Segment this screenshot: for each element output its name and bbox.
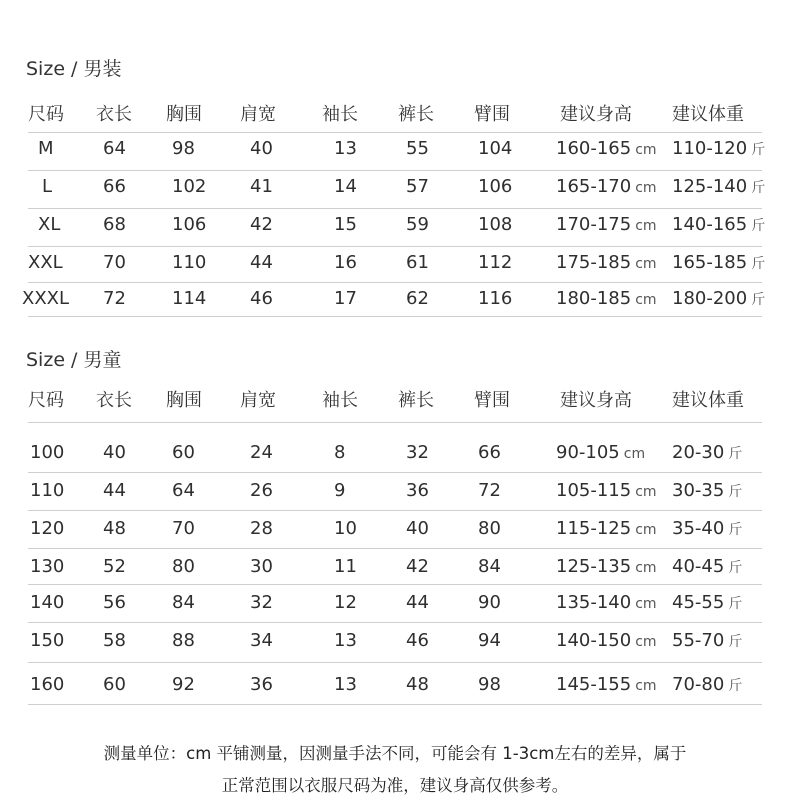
kids-cell-r3-c0: 130 [30,556,65,577]
kids-cell-r4-c8: 45-55 斤 [672,592,743,613]
men-cell-r3-c7: 175-185 cm [556,252,657,273]
men-cell-r1-c5: 57 [406,176,429,197]
men-cell-r2-c0: XL [38,214,61,235]
header-kids-1: 衣长 [96,390,132,411]
kids-cell-r1-c0: 110 [30,480,65,501]
kids-cell-r2-c2: 70 [172,518,195,539]
men-cell-r3-c8: 165-185 斤 [672,252,766,273]
men-cell-r0-c3: 40 [250,138,273,159]
kids-cell-r6-c7: 145-155 cm [556,674,657,695]
men-cell-r1-c0: L [42,176,53,197]
men-cell-r0-c7: 160-165 cm [556,138,657,159]
men-cell-r2-c1: 68 [103,214,126,235]
weight-unit: 斤 [751,218,766,234]
kids-cell-r0-c0: 100 [30,442,65,463]
row-divider [28,622,762,623]
men-cell-r1-c3: 41 [250,176,273,197]
kids-cell-r2-c1: 48 [103,518,126,539]
kids-cell-r5-c3: 34 [250,630,273,651]
kids-cell-r5-c7: 140-150 cm [556,630,657,651]
kids-cell-r5-c0: 150 [30,630,65,651]
height-unit: cm [635,256,657,272]
kids-cell-r4-c2: 84 [172,592,195,613]
kids-cell-r5-c1: 58 [103,630,126,651]
men-cell-r1-c8: 125-140 斤 [672,176,766,197]
header-men-0: 尺码 [28,104,64,125]
kids-cell-r2-c3: 28 [250,518,273,539]
header-men-5: 裤长 [398,104,434,125]
men-cell-r4-c8: 180-200 斤 [672,288,766,309]
kids-cell-r1-c3: 26 [250,480,273,501]
men-cell-r4-c4: 17 [334,288,357,309]
kids-title: Size / 男童 [26,349,122,371]
men-cell-r2-c4: 15 [334,214,357,235]
kids-cell-r0-c3: 24 [250,442,273,463]
weight-unit: 斤 [751,142,766,158]
kids-cell-r4-c0: 140 [30,592,65,613]
row-divider [28,132,762,133]
row-divider [28,472,762,473]
kids-cell-r1-c5: 36 [406,480,429,501]
kids-cell-r0-c7: 90-105 cm [556,442,646,463]
men-cell-r2-c6: 108 [478,214,513,235]
men-cell-r4-c6: 116 [478,288,513,309]
kids-cell-r2-c6: 80 [478,518,501,539]
men-cell-r1-c1: 66 [103,176,126,197]
men-cell-r3-c4: 16 [334,252,357,273]
header-kids-0: 尺码 [28,390,64,411]
kids-cell-r4-c3: 32 [250,592,273,613]
weight-unit: 斤 [751,292,766,308]
kids-cell-r2-c0: 120 [30,518,65,539]
weight-unit: 斤 [751,180,766,196]
header-men-6: 臂围 [474,104,510,125]
header-kids-7: 建议身高 [560,390,632,411]
kids-cell-r6-c5: 48 [406,674,429,695]
kids-cell-r6-c2: 92 [172,674,195,695]
men-cell-r0-c5: 55 [406,138,429,159]
header-men-4: 袖长 [322,104,358,125]
measurement-note-line2: 正常范围以衣服尺码为准，建议身高仅供参考。 [221,776,569,795]
header-kids-3: 肩宽 [240,390,276,411]
kids-cell-r3-c3: 30 [250,556,273,577]
men-cell-r3-c5: 61 [406,252,429,273]
men-cell-r3-c3: 44 [250,252,273,273]
header-kids-4: 袖长 [322,390,358,411]
kids-cell-r0-c1: 40 [103,442,126,463]
height-unit: cm [635,142,657,158]
men-cell-r2-c5: 59 [406,214,429,235]
kids-cell-r5-c2: 88 [172,630,195,651]
men-cell-r4-c1: 72 [103,288,126,309]
kids-cell-r3-c1: 52 [103,556,126,577]
kids-cell-r6-c0: 160 [30,674,65,695]
kids-cell-r6-c6: 98 [478,674,501,695]
men-cell-r1-c2: 102 [172,176,207,197]
kids-cell-r1-c1: 44 [103,480,126,501]
kids-cell-r5-c5: 46 [406,630,429,651]
height-unit: cm [635,180,657,196]
men-cell-r3-c2: 110 [172,252,207,273]
kids-cell-r0-c2: 60 [172,442,195,463]
men-cell-r2-c8: 140-165 斤 [672,214,766,235]
kids-cell-r4-c5: 44 [406,592,429,613]
kids-cell-r5-c8: 55-70 斤 [672,630,743,651]
men-cell-r3-c1: 70 [103,252,126,273]
kids-cell-r4-c1: 56 [103,592,126,613]
kids-cell-r6-c3: 36 [250,674,273,695]
kids-cell-r1-c7: 105-115 cm [556,480,657,501]
header-kids-2: 胸围 [166,390,202,411]
kids-cell-r1-c4: 9 [334,480,346,501]
men-cell-r4-c7: 180-185 cm [556,288,657,309]
row-divider [28,282,762,283]
header-kids-5: 裤长 [398,390,434,411]
weight-unit: 斤 [728,596,743,612]
row-divider [28,548,762,549]
kids-cell-r5-c6: 94 [478,630,501,651]
height-unit: cm [635,634,657,650]
men-cell-r1-c4: 14 [334,176,357,197]
kids-cell-r3-c6: 84 [478,556,501,577]
men-cell-r0-c6: 104 [478,138,513,159]
kids-cell-r2-c4: 10 [334,518,357,539]
kids-cell-r0-c4: 8 [334,442,346,463]
men-cell-r2-c7: 170-175 cm [556,214,657,235]
men-cell-r3-c0: XXL [28,252,63,273]
weight-unit: 斤 [728,678,743,694]
height-unit: cm [635,678,657,694]
kids-cell-r0-c8: 20-30 斤 [672,442,743,463]
men-cell-r1-c7: 165-170 cm [556,176,657,197]
header-men-7: 建议身高 [560,104,632,125]
men-cell-r2-c3: 42 [250,214,273,235]
kids-cell-r6-c4: 13 [334,674,357,695]
header-men-2: 胸围 [166,104,202,125]
row-divider [28,584,762,585]
men-cell-r0-c2: 98 [172,138,195,159]
kids-cell-r5-c4: 13 [334,630,357,651]
kids-cell-r6-c1: 60 [103,674,126,695]
kids-cell-r1-c8: 30-35 斤 [672,480,743,501]
height-unit: cm [635,484,657,500]
header-kids-8: 建议体重 [672,390,744,411]
kids-cell-r1-c2: 64 [172,480,195,501]
weight-unit: 斤 [728,446,743,462]
kids-cell-r3-c7: 125-135 cm [556,556,657,577]
kids-cell-r0-c6: 66 [478,442,501,463]
men-cell-r4-c3: 46 [250,288,273,309]
kids-cell-r2-c5: 40 [406,518,429,539]
row-divider [28,422,762,423]
header-men-3: 肩宽 [240,104,276,125]
men-cell-r4-c0: XXXL [22,288,70,309]
header-kids-6: 臂围 [474,390,510,411]
row-divider [28,170,762,171]
weight-unit: 斤 [751,256,766,272]
row-divider [28,208,762,209]
kids-cell-r3-c5: 42 [406,556,429,577]
height-unit: cm [635,522,657,538]
weight-unit: 斤 [728,634,743,650]
kids-cell-r3-c8: 40-45 斤 [672,556,743,577]
weight-unit: 斤 [728,484,743,500]
men-cell-r2-c2: 106 [172,214,207,235]
row-divider [28,246,762,247]
weight-unit: 斤 [728,522,743,538]
row-divider [28,510,762,511]
kids-cell-r1-c6: 72 [478,480,501,501]
men-title: Size / 男装 [26,58,122,80]
height-unit: cm [635,292,657,308]
height-unit: cm [635,596,657,612]
height-unit: cm [635,218,657,234]
header-men-1: 衣长 [96,104,132,125]
kids-cell-r6-c8: 70-80 斤 [672,674,743,695]
men-cell-r4-c5: 62 [406,288,429,309]
height-unit: cm [623,446,646,462]
kids-cell-r4-c6: 90 [478,592,501,613]
men-cell-r0-c0: M [38,138,54,159]
kids-cell-r0-c5: 32 [406,442,429,463]
row-divider [28,316,762,317]
men-cell-r1-c6: 106 [478,176,513,197]
kids-cell-r4-c7: 135-140 cm [556,592,657,613]
kids-cell-r2-c7: 115-125 cm [556,518,657,539]
kids-cell-r2-c8: 35-40 斤 [672,518,743,539]
height-unit: cm [635,560,657,576]
men-cell-r0-c4: 13 [334,138,357,159]
measurement-note-line1: 测量单位：cm 平铺测量，因测量手法不同，可能会有 1-3cm左右的差异，属于 [103,744,687,763]
men-cell-r3-c6: 112 [478,252,513,273]
weight-unit: 斤 [728,560,743,576]
kids-cell-r4-c4: 12 [334,592,357,613]
men-cell-r0-c8: 110-120 斤 [672,138,766,159]
men-cell-r0-c1: 64 [103,138,126,159]
row-divider [28,704,762,705]
kids-cell-r3-c4: 11 [334,556,357,577]
men-cell-r4-c2: 114 [172,288,207,309]
kids-cell-r3-c2: 80 [172,556,195,577]
header-men-8: 建议体重 [672,104,744,125]
row-divider [28,662,762,663]
